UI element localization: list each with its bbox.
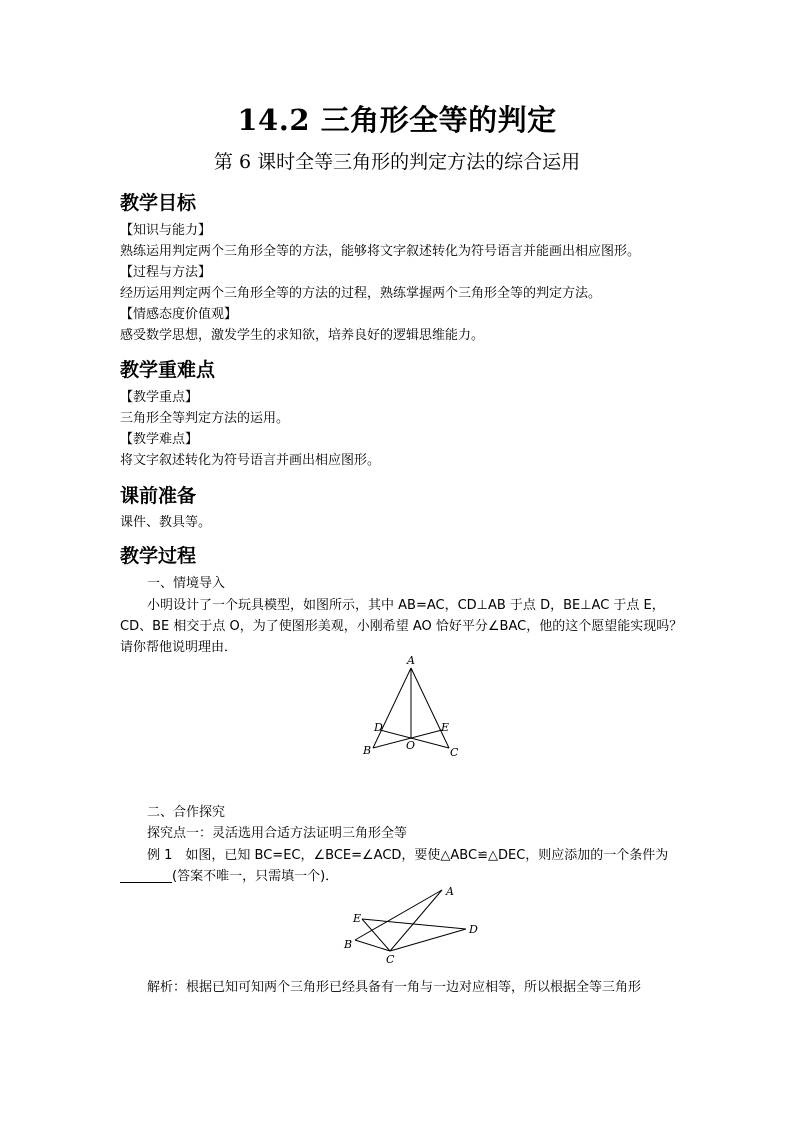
process-part1-line1: 小明设计了一个玩具模型，如图所示，其中 AB=AC，CD⊥AB 于点 D，BE⊥AC 于点 E， <box>147 598 665 613</box>
process-part1-line3: 请你帮他说明理由． <box>120 640 238 655</box>
prep-text: 课件、教具等。 <box>120 515 212 530</box>
fig1-label-a: A <box>407 654 415 667</box>
fig1-label-c: C <box>450 746 459 759</box>
page-subtitle: 第 6 课时全等三角形的判定方法的综合运用 <box>213 151 581 173</box>
keypoints-focus-text: 三角形全等判定方法的运用。 <box>120 411 290 426</box>
figure-1-triangle-diagram <box>360 654 470 764</box>
fig1-label-b: B <box>363 744 372 757</box>
fig2-line-ca <box>390 890 442 951</box>
fig1-line-ac <box>411 668 449 748</box>
keypoints-heading: 教学重难点 <box>120 359 216 381</box>
fig1-label-e: E <box>441 721 450 734</box>
example-1-line1: 例 1 如图，已知 BC=EC，∠BCE=∠ACD，要使△ABC≌△DEC，则应添加的一个条件为 <box>147 848 669 863</box>
keypoints-difficulty-text: 将文字叙述转化为符号语言并画出相应图形。 <box>120 453 381 468</box>
process-part1-line2: CD、BE 相交于点 O，为了使图形美观，小刚希望 AO 恰好平分∠BAC，他的这个愿望能实现吗？ <box>120 619 683 634</box>
explore-point-1: 探究点一：灵活选用合适方法证明三角形全等 <box>147 826 408 841</box>
goals-heading: 教学目标 <box>120 192 197 214</box>
fig2-label-e: E <box>353 912 362 925</box>
goals-knowledge-text: 熟练运用判定两个三角形全等的方法，能够将文字叙述转化为符号语言并能画出相应图形。 <box>120 244 641 259</box>
process-part2-label: 二、合作探究 <box>147 805 226 820</box>
fig1-line-ab <box>373 668 411 748</box>
fig2-label-a: A <box>446 885 454 898</box>
process-heading: 教学过程 <box>120 545 197 567</box>
goals-knowledge-label: 【知识与能力】 <box>120 223 212 238</box>
goals-emotion-text: 感受数学思想，激发学生的求知欲，培养良好的逻辑思维能力。 <box>120 328 485 343</box>
prep-heading: 课前准备 <box>120 485 197 507</box>
example-1-line2-row <box>120 867 338 887</box>
fig2-line-cd <box>390 929 466 951</box>
analysis-text: 解析：根据已知可知两个三角形已经具备有一角与一边对应相等，所以根据全等三角形 <box>147 980 642 995</box>
fig2-label-c: C <box>386 953 395 964</box>
example-1-line2: (答案不唯一，只需填一个)． <box>172 869 339 884</box>
goals-emotion-label: 【情感态度价值观】 <box>120 307 238 322</box>
fig2-label-d: D <box>469 923 478 936</box>
goals-process-label: 【过程与方法】 <box>120 265 212 280</box>
keypoints-focus-label: 【教学重点】 <box>120 390 199 405</box>
goals-process-text: 经历运用判定两个三角形全等的方法的过程，熟练掌握两个三角形全等的判定方法。 <box>120 286 602 301</box>
fig1-label-d: D <box>374 721 383 734</box>
keypoints-difficulty-label: 【教学难点】 <box>120 432 199 447</box>
process-part1-label: 一、情境导入 <box>147 576 226 591</box>
fig2-label-b: B <box>344 938 353 951</box>
fig1-label-o: O <box>406 739 416 752</box>
page-title: 14.2 三角形全等的判定 <box>237 103 557 137</box>
fig2-line-ba <box>355 890 442 940</box>
answer-blank[interactable] <box>120 868 172 883</box>
figure-2-triangle-diagram <box>338 882 488 964</box>
